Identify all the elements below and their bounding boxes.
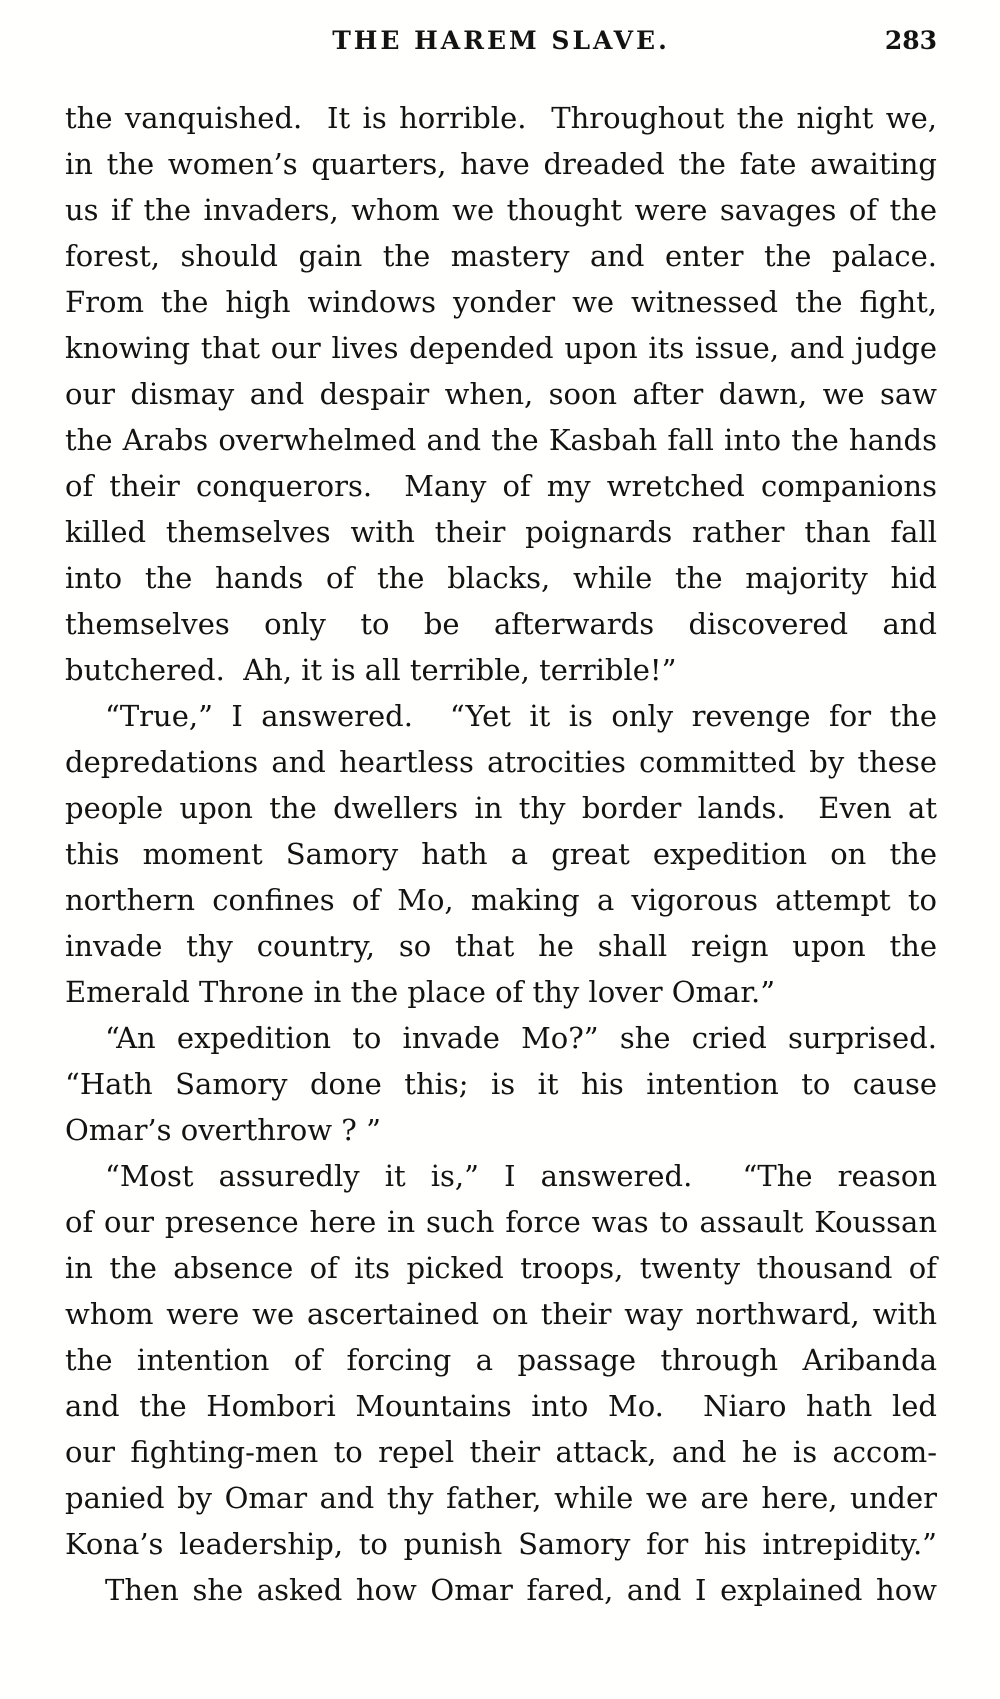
text-line: whom were we ascertained on their way northward, with	[65, 1297, 937, 1331]
text-line: “True,” I answered. “Yet it is only revenge for the	[105, 699, 937, 733]
text-line: into the hands of the blacks, while the majority hid	[65, 561, 937, 595]
text-line: invade thy country, so that he shall reign upon the	[65, 929, 937, 963]
text-line: “Most assuredly it is,” I answered. “The reason	[105, 1159, 937, 1193]
text-line: our fighting-men to repel their attack, and he is accom-	[65, 1435, 937, 1469]
text-line: Omar’s overthrow ? ”	[65, 1113, 381, 1147]
text-line: in the absence of its picked troops, twenty thousand of	[65, 1251, 937, 1285]
text-line: this moment Samory hath a great expedition on the	[65, 837, 937, 871]
text-line: of their conquerors. Many of my wretched companions	[65, 469, 937, 503]
text-line: northern confines of Mo, making a vigorous attempt to	[65, 883, 937, 917]
text-line: forest, should gain the mastery and enter the palace.	[65, 239, 937, 273]
text-line: us if the invaders, whom we thought were savages of the	[65, 193, 937, 227]
text-line: knowing that our lives depended upon its issue, and judge	[65, 331, 937, 365]
text-line: killed themselves with their poignards rather than fall	[65, 515, 937, 549]
text-line: Kona’s leadership, to punish Samory for his intrepidity.”	[65, 1527, 937, 1561]
text-line: “An expedition to invade Mo?” she cried surprised.	[105, 1021, 937, 1055]
text-line: butchered. Ah, it is all terrible, terrible!”	[65, 653, 677, 687]
text-line: people upon the dwellers in thy border lands. Even at	[65, 791, 937, 825]
text-line: of our presence here in such force was to assault Koussan	[65, 1205, 937, 1239]
text-line: panied by Omar and thy father, while we are here, under	[65, 1481, 937, 1515]
text-line: depredations and heartless atrocities committed by these	[65, 745, 937, 779]
text-line: our dismay and despair when, soon after dawn, we saw	[65, 377, 937, 411]
text-line: themselves only to be afterwards discovered and	[65, 607, 937, 641]
page-number: 283	[884, 26, 937, 55]
text-line: and the Hombori Mountains into Mo. Niaro hath led	[65, 1389, 937, 1423]
text-line: the Arabs overwhelmed and the Kasbah fall into the hands	[65, 423, 937, 457]
text-line: in the women’s quarters, have dreaded the fate awaiting	[65, 147, 937, 181]
running-title: THE HAREM SLAVE.	[332, 26, 670, 55]
text-line: the vanquished. It is horrible. Throughout the night we,	[65, 101, 937, 135]
text-line: “Hath Samory done this; is it his intention to cause	[65, 1067, 937, 1101]
page-header	[65, 24, 937, 58]
text-line: Then she asked how Omar fared, and I explained how	[105, 1573, 937, 1607]
body-text	[65, 95, 937, 1613]
text-line: the intention of forcing a passage through Aribanda	[65, 1343, 937, 1377]
text-line: Emerald Throne in the place of thy lover Omar.”	[65, 975, 776, 1009]
text-line: From the high windows yonder we witnessed the fight,	[65, 285, 937, 319]
